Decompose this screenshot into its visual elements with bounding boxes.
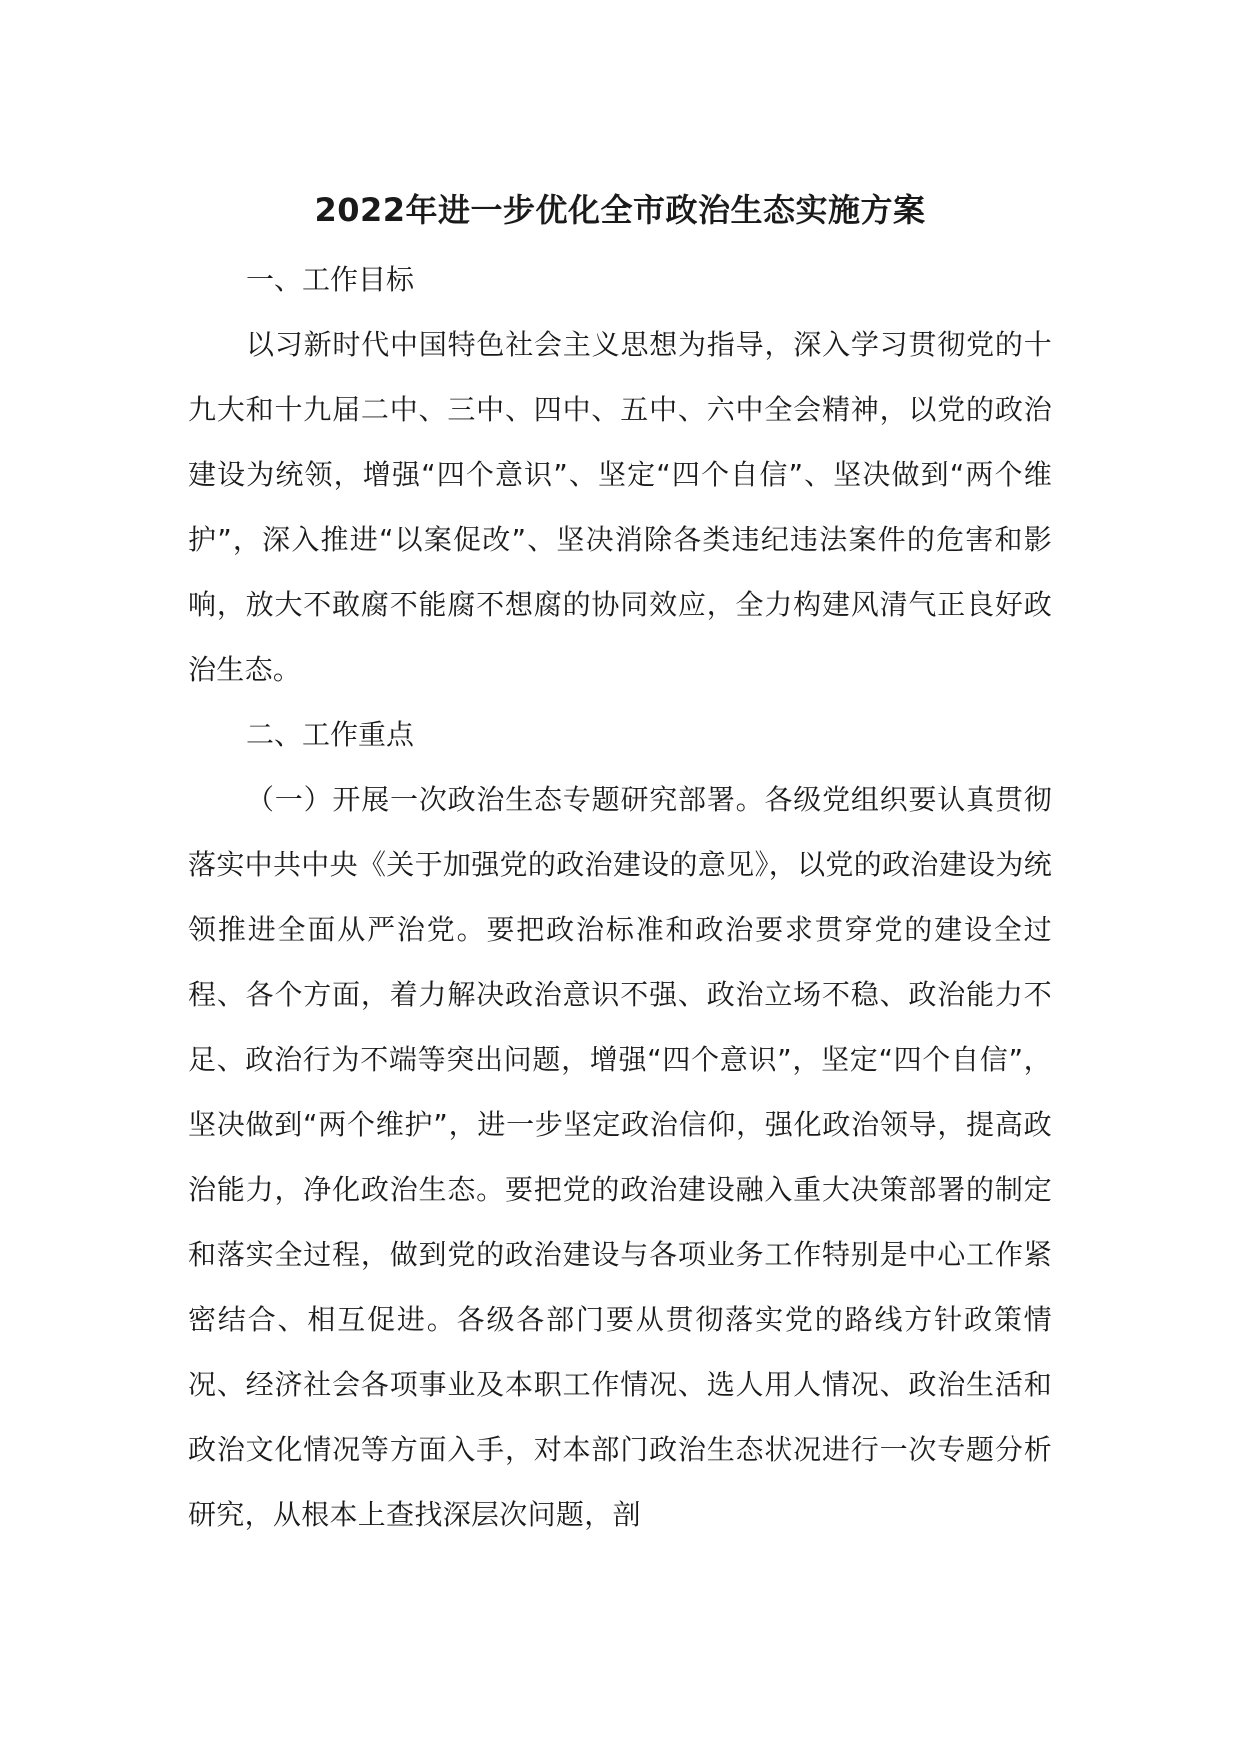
paragraph-key-tasks: （一）开展一次政治生态专题研究部署。各级党组织要认真贯彻落实中共中央《关于加强党的政治建设的意见》，以党的政治建设为统领推进全面从严治党。要把政治标准和政治要求贯穿党的建设全过程、各个方面，着力解决政治意识不强、政治立场不稳、政治能力不足、政治行为不端等突出问题，增强“四个意识”，坚定“四个自信”，坚决做到“两个维护”，进一步坚定政治信仰，强化政治领导，提高政治能力，净化政治生态。要把党的政治建设融入重大决策部署的制定和落实全过程，做到党的政治建设与各项业务工作特别是中心工作紧密结合、相互促进。各级各部门要从贯彻落实党的路线方针政策情况、经济社会各项事业及本职工作情况、选人用人情况、政治生活和政治文化情况等方面入手，对本部门政治生态状况进行一次专题分析研究，从根本上查找深层次问题，剖 <box>188 783 1052 1531</box>
section-heading-key-tasks: 二、工作重点 <box>246 718 415 751</box>
paragraph-goals: 以习新时代中国特色社会主义思想为指导，深入学习贯彻党的十九大和十九届二中、三中、四中、五中、六中全会精神，以党的政治建设为统领，增强“四个意识”、坚定“四个自信”、坚决做到“两个维护”，深入推进“以案促改”、坚决消除各类违纪违法案件的危害和影响，放大不敢腐不能腐不想腐的协同效应，全力构建风清气正良好政治生态。 <box>188 328 1052 686</box>
document-body <box>188 247 1052 1547</box>
section-heading-goals: 一、工作目标 <box>246 263 415 296</box>
document-title: 2022年进一步优化全市政治生态实施方案 <box>314 191 926 229</box>
